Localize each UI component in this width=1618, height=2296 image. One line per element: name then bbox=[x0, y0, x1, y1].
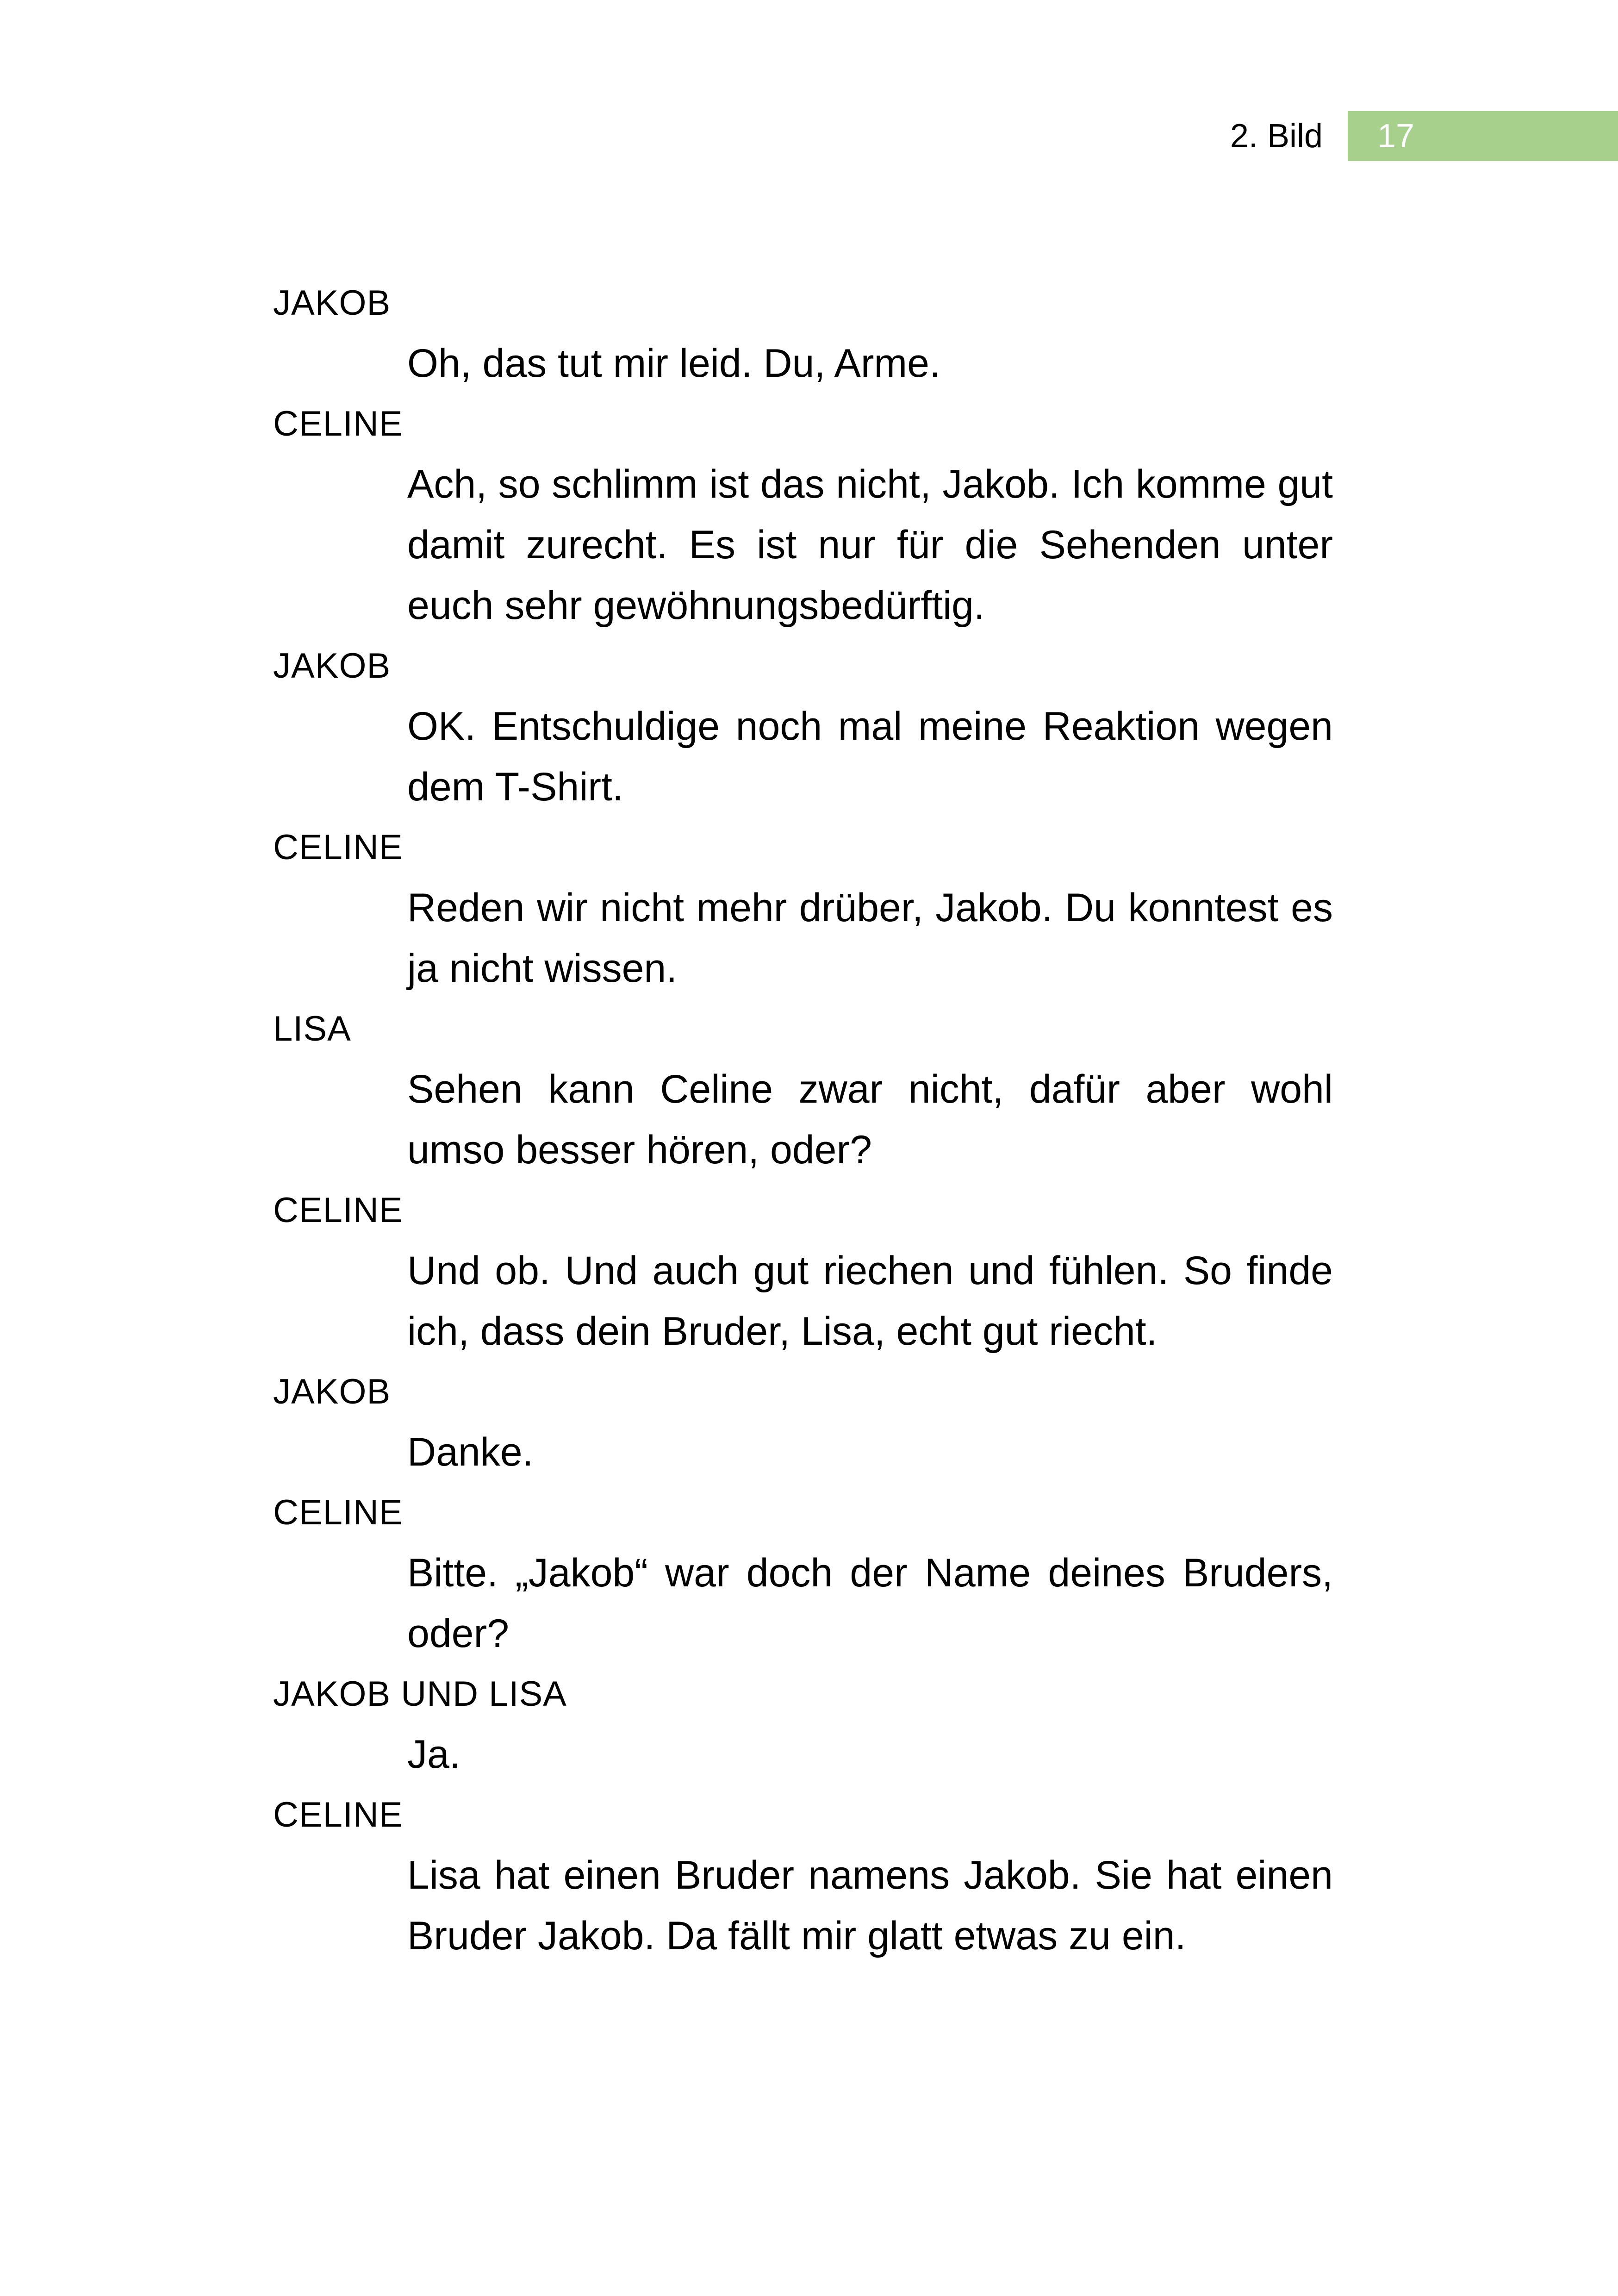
page-number: 17 bbox=[1348, 111, 1618, 161]
dialogue-line: Sehen kann Celine zwar nicht, dafür aber wohl umso besser hören, oder? bbox=[407, 1067, 1333, 1172]
dialogue-line: Ja. bbox=[407, 1732, 461, 1777]
speaker-name: CELINE bbox=[273, 1493, 403, 1532]
speaker-name: JAKOB bbox=[273, 283, 391, 323]
dialogue-line: Bitte. „Jakob“ war doch der Name deines Bruders, oder? bbox=[407, 1551, 1333, 1656]
dialogue-line: Und ob. Und auch gut riechen und fühlen. So finde ich, dass dein Bruder, Lisa, echt gut riecht. bbox=[407, 1248, 1333, 1354]
speaker-name: JAKOB bbox=[273, 646, 391, 686]
dialogue-line: OK. Entschuldige noch mal meine Reaktion wegen dem T-Shirt. bbox=[407, 704, 1333, 809]
section-title: 2. Bild bbox=[1230, 118, 1323, 155]
dialogue-script bbox=[273, 273, 1333, 1966]
dialogue-line: Oh, das tut mir leid. Du, Arme. bbox=[407, 341, 940, 386]
page-header bbox=[1230, 111, 1618, 161]
speaker-name: CELINE bbox=[273, 404, 403, 443]
speaker-name: CELINE bbox=[273, 1795, 403, 1834]
dialogue-line: Danke. bbox=[407, 1430, 534, 1474]
speaker-name: CELINE bbox=[273, 828, 403, 867]
speaker-name: JAKOB UND LISA bbox=[273, 1674, 567, 1714]
dialogue-line: Reden wir nicht mehr drüber, Jakob. Du konntest es ja nicht wissen. bbox=[407, 886, 1333, 991]
speaker-name: CELINE bbox=[273, 1191, 403, 1230]
dialogue-line: Lisa hat einen Bruder namens Jakob. Sie hat einen Bruder Jakob. Da fällt mir glatt etwas zu ein. bbox=[407, 1853, 1333, 1958]
speaker-name: LISA bbox=[273, 1009, 351, 1048]
dialogue-line: Ach, so schlimm ist das nicht, Jakob. Ich komme gut damit zurecht. Es ist nur für die Sehenden unter euch sehr gewöhnungsbedürftig. bbox=[407, 462, 1333, 628]
speaker-name: JAKOB bbox=[273, 1372, 391, 1411]
